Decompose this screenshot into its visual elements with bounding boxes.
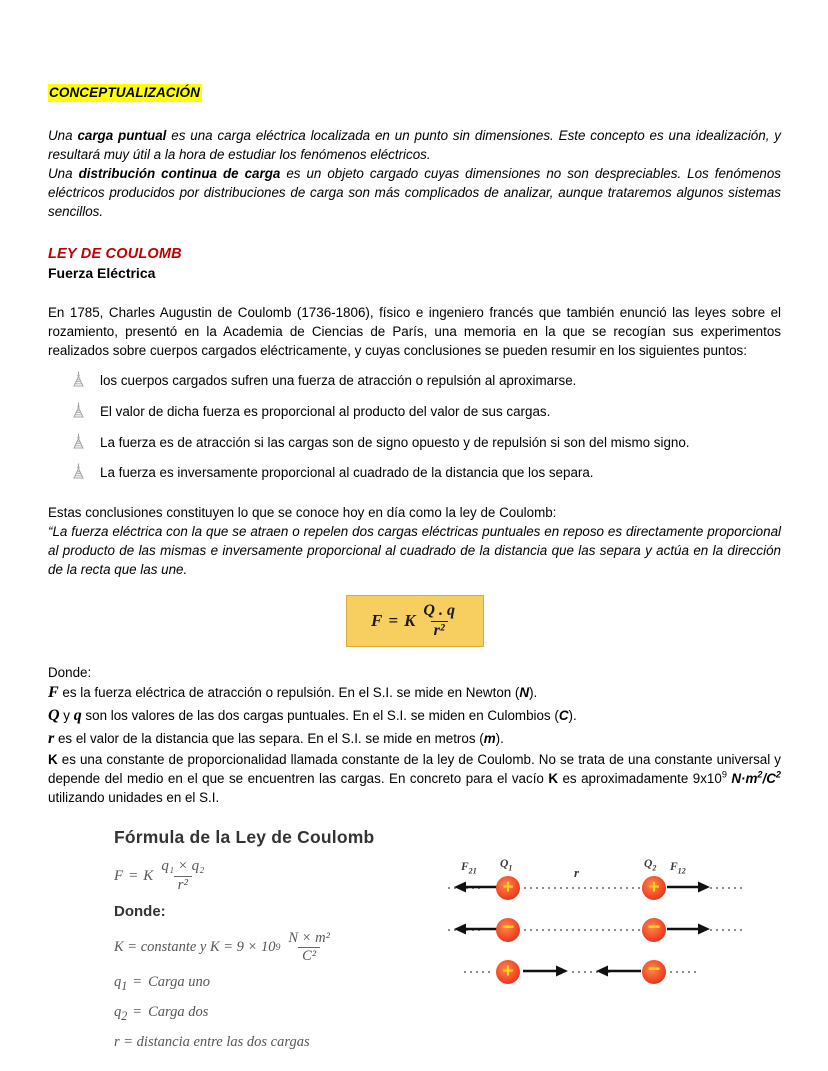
unit-newton: N [519, 685, 530, 701]
list-item [48, 464, 781, 483]
figure-eq1-denominator: r² [174, 876, 192, 894]
arrow-right-row2 [666, 920, 710, 938]
definition-f [48, 682, 781, 705]
figure-def-q2-symbol: $q_2$ [114, 1004, 128, 1024]
coulomb-subtitle: Fuerza Eléctrica [48, 265, 156, 281]
figure-eq1-equals: = [128, 868, 139, 885]
label-q1: $Q_1$ [500, 858, 513, 873]
tower-bullet-icon [70, 433, 86, 449]
definition-r-tail: ). [495, 730, 504, 746]
figure-def-r [114, 1034, 444, 1051]
figure-eq1-numerator: q₁ × q₂ [161, 858, 205, 875]
definition-qq-mid: y [59, 707, 74, 723]
k-units-n-exponent: 2 [757, 769, 763, 780]
intro-p2-post: es un objeto cargado cuyas dimensiones no son despreciables. Los fenómenos eléctricos producidos por distribuciones de carga son más complicados de analizar, aunque trataremos algunos sistemas sencillos. [48, 166, 781, 220]
section-heading-row [48, 84, 781, 102]
figure-def-q2-text: Carga dos [148, 1004, 209, 1021]
definition-f-text: es la fuerza eléctrica de atracción o repulsión. En el S.I. se mide en Newton ( [58, 685, 520, 701]
coulomb-title: LEY DE COULOMB [48, 246, 182, 263]
definition-k-text-2: es aproximadamente [558, 771, 693, 787]
charge-q1-row1 [496, 876, 520, 900]
figure-def-q2-equals: = [132, 1004, 143, 1021]
arrow-right-row1 [666, 878, 710, 896]
figure-def-q1 [114, 974, 444, 994]
figure-def-q1-equals: = [132, 974, 143, 991]
figure-eq2-lead: K = constante y K = 9 × 10 [114, 939, 276, 956]
charge-q2-row1 [642, 876, 666, 900]
k-value-exponent: 9 [721, 769, 727, 780]
definition-r-text: es el valor de la distancia que las separa. En el S.I. se mide en metros ( [54, 730, 484, 746]
formula-f: F [371, 611, 383, 631]
figure-def-q1-symbol: $q_1$ [114, 974, 128, 994]
definitions-label: Donde: [48, 665, 92, 681]
arrow-left-row2 [454, 920, 498, 938]
symbol-K-2: K [548, 771, 559, 787]
definition-qq-text: son los valores de las dos cargas puntuales. En el S.I. se miden en Culombios ( [81, 707, 559, 723]
dotted-line [464, 971, 494, 973]
intro-p2-bold: distribución continua de carga [78, 166, 281, 182]
intro-paragraph-2 [48, 164, 781, 221]
list-item [48, 372, 781, 391]
list-item-label: La fuerza es de atracción si las cargas son de signo opuesto y de repulsión si son del mismo signo. [100, 434, 690, 450]
k-units-coulomb: /C [762, 771, 776, 787]
definition-k-text-3: utilizando unidades en el S.I. [48, 790, 220, 806]
charge-q1-row3 [496, 960, 520, 984]
symbol-F: F [48, 684, 59, 702]
conclusion-lead: Estas conclusiones constituyen lo que se conoce hoy en día como la ley de Coulomb: [48, 505, 557, 521]
intro-paragraph-1 [48, 126, 781, 164]
tower-bullet-icon [70, 371, 86, 387]
arrow-left-row1 [454, 878, 498, 896]
figure-donde-label: Donde: [114, 902, 166, 920]
arrow-left-row3 [596, 962, 642, 980]
coulomb-quote: “La fuerza eléctrica con la que se atraen o repelen dos cargas eléctricas puntuales en reposo es directamente proporcional al producto de las mismas e inversamente proporcional al cuadrado de la distancia que las separa y actúa en la dirección de la recta que las une. [48, 524, 781, 578]
definition-f-tail: ). [529, 685, 538, 701]
definition-r [48, 728, 781, 751]
list-item [48, 403, 781, 422]
coulomb-formula [371, 603, 458, 640]
dotted-line [710, 887, 744, 889]
coulomb-conclusions-list [48, 372, 781, 483]
formula-k: K [404, 611, 416, 631]
formula-box-wrapper [48, 595, 781, 647]
figure-equation-1 [114, 859, 444, 894]
figure-eq2-denominator: C² [298, 947, 320, 964]
charge-q2-row3 [642, 956, 666, 984]
formula-numerator: Q . q [423, 601, 455, 619]
unit-culombio: C [558, 707, 569, 723]
dotted-line [524, 929, 640, 931]
label-r-distance: r [574, 865, 580, 881]
dotted-line [710, 929, 744, 931]
figure-eq1-k: K [143, 868, 154, 885]
minus-sign: − [647, 956, 661, 982]
k-value: 9x10 [692, 771, 722, 787]
intro-p1-pre: Una [48, 128, 78, 143]
figure-eq2-numerator: N × m² [288, 929, 330, 946]
symbol-r: r [48, 729, 55, 747]
definition-qq [48, 705, 781, 728]
figure-def-q1-text: Carga uno [148, 974, 210, 991]
symbol-K: K [48, 752, 58, 768]
charge-interaction-diagram [448, 858, 748, 993]
coulomb-figure [48, 827, 781, 1051]
list-item [48, 434, 781, 453]
plus-sign: + [648, 876, 660, 898]
tower-bullet-icon [70, 463, 86, 479]
minus-sign: − [501, 914, 515, 940]
definition-k-text: es una constante de proporcionalidad llamada constante de la ley de Coulomb. No se trata de una constante universal y depende del medio en el que se encuentren las cargas. En concreto para el vacío [48, 752, 781, 787]
label-f21: $F_{21}$ [461, 861, 477, 876]
definition-qq-tail: ). [568, 707, 577, 723]
figure-equation-2: K = constante y K = 9 × 10 9 $\frac{\text{N × m²}}{\text{C²}}$ [114, 931, 444, 964]
charge-q1-row2 [496, 914, 520, 942]
k-units-c-exponent: 2 [775, 769, 781, 780]
label-f12: $F_{12}$ [670, 861, 686, 876]
tower-bullet-icon [70, 402, 86, 418]
formula-equals: = [388, 611, 399, 631]
symbol-q: q [73, 706, 82, 724]
k-units-newton-meter: N·m [731, 771, 758, 787]
section-heading: CONCEPTUALIZACIÓN [49, 85, 200, 100]
dotted-line [670, 971, 700, 973]
formula-fraction [420, 603, 458, 640]
unit-metro: m [483, 730, 496, 746]
intro-p1-post: es una carga eléctrica localizada en un punto sin dimensiones. Este concepto es una idealización, y resultará muy útil a la hora de estudiar los fenómenos eléctricos. [48, 128, 781, 163]
intro-p2-pre: Una [48, 166, 79, 182]
label-q2: $Q_2$ [644, 858, 657, 873]
list-item-label: La fuerza es inversamente proporcional al cuadrado de la distancia que los separa. [100, 465, 594, 481]
figure-def-r-text: r = distancia entre las dos cargas [114, 1034, 310, 1051]
charge-q2-row2 [642, 914, 666, 942]
figure-eq1-fraction [157, 859, 208, 894]
dotted-line [524, 887, 640, 889]
figure-eq2-fraction [284, 931, 334, 964]
plus-sign: + [502, 876, 514, 898]
symbol-Q: Q [48, 706, 60, 724]
figure-title: Fórmula de la Ley de Coulomb [114, 827, 375, 848]
intro-p1-bold: carga puntual [77, 128, 167, 143]
figure-eq1-f: F [114, 868, 124, 885]
list-item-label: El valor de dicha fuerza es proporcional al producto del valor de sus cargas. [100, 403, 551, 419]
plus-sign: + [502, 960, 514, 982]
document-content [48, 84, 781, 1051]
arrow-right-row3 [522, 962, 568, 980]
coulomb-paragraph: En 1785, Charles Augustin de Coulomb (1736-1806), físico e ingeniero francés que también enunció las leyes sobre el rozamiento, presentó en la Academia de Ciencias de París, una memoria en la que se recogían sus experimentos realizados sobre cuerpos cargados eléctricamente, y cuyas conclusiones se pueden resumir en los siguientes puntos: [48, 304, 781, 358]
definition-k [48, 750, 781, 807]
minus-sign: − [647, 914, 661, 940]
list-item-label: los cuerpos cargados sufren una fuerza de atracción o repulsión al aproximarse. [100, 372, 577, 388]
figure-left-panel [114, 827, 444, 1061]
figure-def-q2 [114, 1004, 444, 1024]
formula-denominator: r² [431, 621, 448, 640]
coulomb-formula-box [346, 595, 484, 647]
